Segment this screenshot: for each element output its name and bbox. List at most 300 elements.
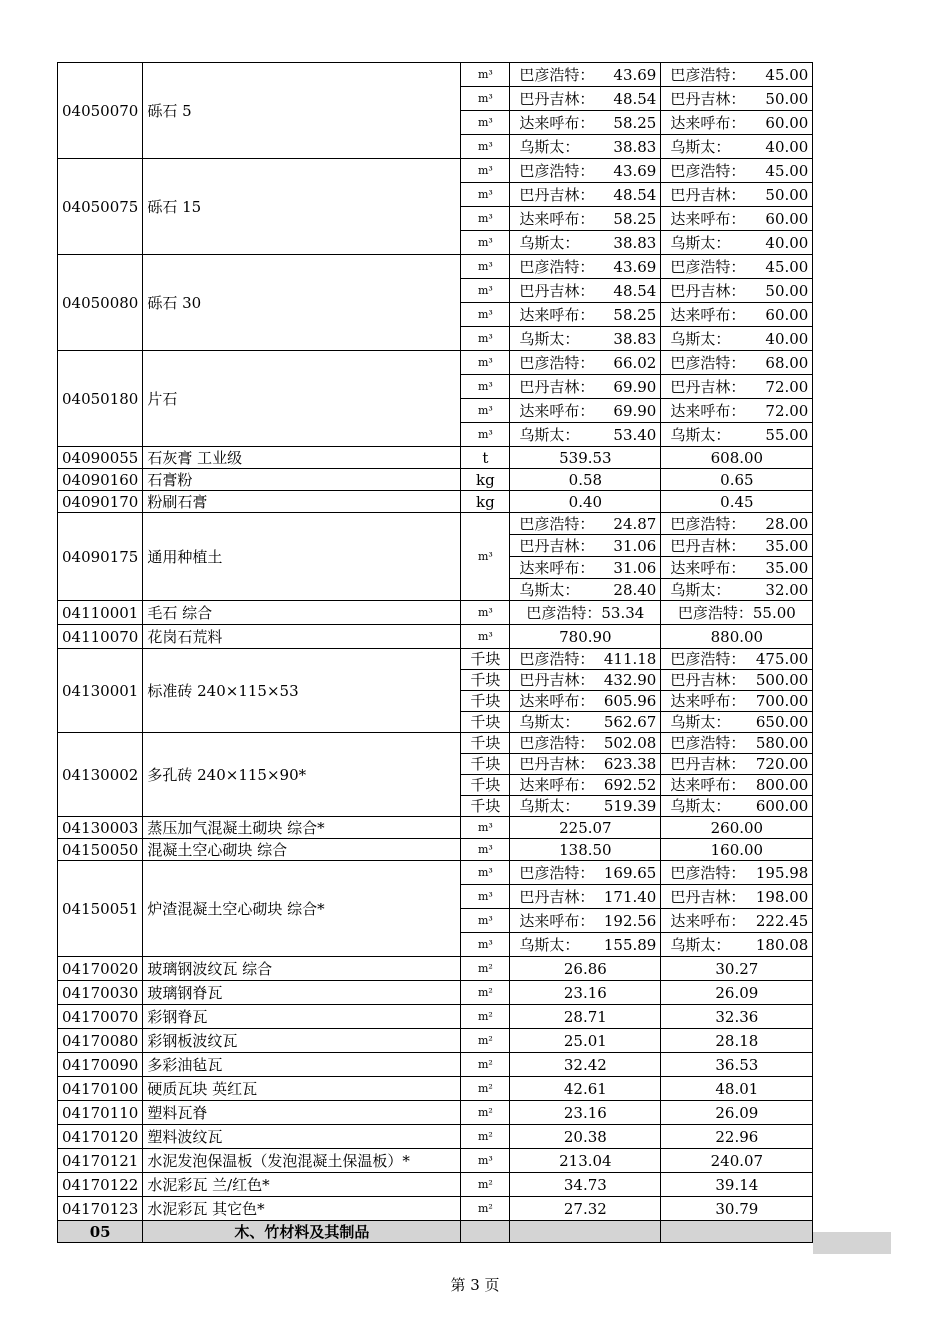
category-code: 05 <box>58 1221 143 1243</box>
price-tax-incl <box>510 327 661 351</box>
price-tax-incl <box>510 796 661 817</box>
item-unit: 千块 <box>461 670 510 691</box>
price-tax-incl: 0.58 <box>510 469 661 491</box>
price-tax-incl <box>510 579 661 601</box>
item-code: 04110001 <box>58 601 143 625</box>
item-name: 通用种植土 <box>143 513 461 601</box>
region-label: 乌斯太： <box>670 425 731 444</box>
region-price: 72.00 <box>765 377 809 396</box>
region-price: 60.00 <box>765 113 809 132</box>
item-code: 04170110 <box>58 1101 143 1125</box>
item-code: 04170080 <box>58 1029 143 1053</box>
table-row <box>58 1173 813 1197</box>
price-tax-excl: 30.79 <box>661 1197 813 1221</box>
region-label: 乌斯太： <box>519 797 580 815</box>
table-row <box>58 601 813 625</box>
table-row <box>58 861 813 885</box>
price-tax-excl <box>661 63 813 87</box>
region-price: 45.00 <box>765 257 809 276</box>
item-code: 04090055 <box>58 447 143 469</box>
table-row <box>58 159 813 183</box>
price-tax-excl <box>661 670 813 691</box>
region-price: 171.40 <box>603 887 657 906</box>
item-name: 硬质瓦块 英红瓦 <box>143 1077 461 1101</box>
region-price: 40.00 <box>765 329 809 348</box>
region-label: 乌斯太： <box>519 137 580 156</box>
region-price: 222.45 <box>755 911 809 930</box>
item-name: 塑料波纹瓦 <box>143 1125 461 1149</box>
item-code: 04130003 <box>58 817 143 839</box>
region-price: 68.00 <box>765 353 809 372</box>
item-code: 04170020 <box>58 957 143 981</box>
item-name: 玻璃钢波纹瓦 综合 <box>143 957 461 981</box>
item-unit: kg <box>461 491 510 513</box>
item-unit: m³ <box>461 63 510 87</box>
item-unit: m³ <box>461 111 510 135</box>
region-label: 巴彦浩特： <box>670 65 746 84</box>
region-label: 达来呼布： <box>519 776 595 794</box>
item-unit: m³ <box>461 839 510 861</box>
item-code: 04170120 <box>58 1125 143 1149</box>
region-price: 58.25 <box>613 305 657 324</box>
item-unit: m³ <box>461 399 510 423</box>
item-name: 彩钢板波纹瓦 <box>143 1029 461 1053</box>
price-tax-incl: 539.53 <box>510 447 661 469</box>
price-tax-excl: 28.18 <box>661 1029 813 1053</box>
region-label: 巴彦浩特： <box>519 161 595 180</box>
price-table <box>57 62 813 1243</box>
price-tax-incl <box>510 87 661 111</box>
item-unit: m² <box>461 1077 510 1101</box>
item-unit: m³ <box>461 159 510 183</box>
price-tax-excl <box>661 231 813 255</box>
region-label: 达来呼布： <box>519 401 595 420</box>
item-unit: m³ <box>461 279 510 303</box>
item-unit: 千块 <box>461 754 510 775</box>
price-tax-excl <box>661 909 813 933</box>
price-tax-excl <box>661 579 813 601</box>
region-price: 43.69 <box>613 65 657 84</box>
item-code: 04050075 <box>58 159 143 255</box>
price-tax-excl <box>661 135 813 159</box>
region-label: 乌斯太： <box>670 329 731 348</box>
region-price: 411.18 <box>603 650 657 668</box>
price-tax-excl: 880.00 <box>661 625 813 649</box>
region-label: 巴丹吉林： <box>670 671 746 689</box>
item-unit: m³ <box>461 183 510 207</box>
price-tax-incl <box>510 885 661 909</box>
price-tax-excl: 0.45 <box>661 491 813 513</box>
region-label: 达来呼布： <box>670 209 746 228</box>
price-tax-excl: 39.14 <box>661 1173 813 1197</box>
price-tax-incl: 23.16 <box>510 981 661 1005</box>
price-tax-incl <box>510 649 661 670</box>
price-tax-excl <box>661 733 813 754</box>
region-price: 155.89 <box>603 935 657 954</box>
region-price: 600.00 <box>755 797 809 815</box>
region-label: 乌斯太： <box>670 713 731 731</box>
price-tax-excl <box>661 351 813 375</box>
price-tax-excl <box>661 111 813 135</box>
region-label: 巴丹吉林： <box>519 281 595 300</box>
table-row <box>58 1053 813 1077</box>
item-unit: m³ <box>461 207 510 231</box>
region-label: 乌斯太： <box>670 935 731 954</box>
region-label: 巴彦浩特： <box>519 353 595 372</box>
region-price: 72.00 <box>765 401 809 420</box>
table-row <box>58 491 813 513</box>
region-label: 巴彦浩特： <box>519 257 595 276</box>
item-name: 花岗石荒料 <box>143 625 461 649</box>
region-price: 38.83 <box>613 329 657 348</box>
region-label: 巴丹吉林： <box>670 536 746 555</box>
price-tax-incl: 27.32 <box>510 1197 661 1221</box>
region-price: 32.00 <box>765 580 809 599</box>
item-name: 水泥彩瓦 兰/红色* <box>143 1173 461 1197</box>
item-name: 砾石 30 <box>143 255 461 351</box>
region-price: 48.54 <box>613 281 657 300</box>
region-label: 巴丹吉林： <box>519 185 595 204</box>
region-label: 乌斯太： <box>670 797 731 815</box>
price-tax-incl <box>510 399 661 423</box>
table-row <box>58 513 813 535</box>
table-row <box>58 469 813 491</box>
region-label: 乌斯太： <box>519 713 580 731</box>
item-unit: m³ <box>461 375 510 399</box>
price-tax-excl <box>661 796 813 817</box>
item-code: 04170030 <box>58 981 143 1005</box>
region-label: 乌斯太： <box>519 935 580 954</box>
price-tax-excl <box>661 557 813 579</box>
price-tax-excl <box>661 423 813 447</box>
item-unit: 千块 <box>461 649 510 670</box>
category-unit <box>461 1221 510 1243</box>
region-price: 69.90 <box>613 401 657 420</box>
region-price: 48.54 <box>613 185 657 204</box>
price-tax-incl <box>510 933 661 957</box>
region-price: 48.54 <box>613 89 657 108</box>
item-code: 04170070 <box>58 1005 143 1029</box>
region-price: 28.40 <box>613 580 657 599</box>
item-name: 水泥彩瓦 其它色* <box>143 1197 461 1221</box>
price-tax-excl <box>661 691 813 712</box>
item-unit: 千块 <box>461 733 510 754</box>
price-tax-incl <box>510 183 661 207</box>
category-row <box>58 1221 813 1243</box>
price-tax-incl: 780.90 <box>510 625 661 649</box>
item-unit: m³ <box>461 817 510 839</box>
item-unit: m³ <box>461 885 510 909</box>
region-label: 巴彦浩特： <box>670 650 746 668</box>
price-tax-excl: 240.07 <box>661 1149 813 1173</box>
price-tax-excl <box>661 327 813 351</box>
region-price: 53.40 <box>613 425 657 444</box>
region-price: 60.00 <box>765 209 809 228</box>
region-price: 43.69 <box>613 257 657 276</box>
item-code: 04110070 <box>58 625 143 649</box>
price-tax-excl <box>661 885 813 909</box>
item-name: 片石 <box>143 351 461 447</box>
region-label: 达来呼布： <box>519 113 595 132</box>
price-tax-excl <box>661 399 813 423</box>
item-unit: m³ <box>461 513 510 601</box>
item-unit: 千块 <box>461 796 510 817</box>
region-label: 达来呼布： <box>519 305 595 324</box>
region-price: 58.25 <box>613 113 657 132</box>
region-price: 800.00 <box>755 776 809 794</box>
region-price: 500.00 <box>755 671 809 689</box>
region-price: 28.00 <box>765 514 809 533</box>
price-tax-incl <box>510 279 661 303</box>
item-name: 蒸压加气混凝土砌块 综合* <box>143 817 461 839</box>
item-code: 04090175 <box>58 513 143 601</box>
region-label: 巴彦浩特： <box>670 514 746 533</box>
region-label: 乌斯太： <box>519 329 580 348</box>
region-label: 巴丹吉林： <box>670 185 746 204</box>
item-unit: m³ <box>461 135 510 159</box>
table-row <box>58 1029 813 1053</box>
price-tax-incl <box>510 754 661 775</box>
price-tax-incl: 26.86 <box>510 957 661 981</box>
price-tax-incl <box>510 255 661 279</box>
price-tax-incl <box>510 775 661 796</box>
table-row <box>58 839 813 861</box>
region-price: 45.00 <box>765 161 809 180</box>
item-name: 混凝土空心砌块 综合 <box>143 839 461 861</box>
region-price: 580.00 <box>755 734 809 752</box>
region-label: 巴丹吉林： <box>670 887 746 906</box>
region-price: 50.00 <box>765 185 809 204</box>
price-tax-excl <box>661 303 813 327</box>
price-tax-excl: 0.65 <box>661 469 813 491</box>
item-unit: m² <box>461 1125 510 1149</box>
region-label: 乌斯太： <box>670 137 731 156</box>
item-unit: m² <box>461 1101 510 1125</box>
price-tax-incl <box>510 513 661 535</box>
category-price-1 <box>510 1221 661 1243</box>
table-row <box>58 1125 813 1149</box>
item-unit: m³ <box>461 423 510 447</box>
item-code: 04130001 <box>58 649 143 733</box>
price-tax-excl: 26.09 <box>661 981 813 1005</box>
item-name: 砾石 15 <box>143 159 461 255</box>
region-label: 巴彦浩特： <box>670 353 746 372</box>
region-price: 50.00 <box>765 89 809 108</box>
region-price: 31.06 <box>613 558 657 577</box>
item-unit: m³ <box>461 933 510 957</box>
region-price: 562.67 <box>603 713 657 731</box>
price-tax-excl: 608.00 <box>661 447 813 469</box>
region-price: 60.00 <box>765 305 809 324</box>
region-price: 475.00 <box>755 650 809 668</box>
price-tax-excl: 32.36 <box>661 1005 813 1029</box>
region-label: 巴丹吉林： <box>519 755 595 773</box>
region-label: 乌斯太： <box>519 233 580 252</box>
price-tax-excl <box>661 255 813 279</box>
price-tax-excl: 26.09 <box>661 1101 813 1125</box>
item-unit: 千块 <box>461 712 510 733</box>
region-label: 巴丹吉林： <box>670 755 746 773</box>
region-price: 502.08 <box>603 734 657 752</box>
item-code: 04050070 <box>58 63 143 159</box>
price-tax-incl <box>510 733 661 754</box>
price-tax-incl: 138.50 <box>510 839 661 861</box>
price-tax-excl: 260.00 <box>661 817 813 839</box>
item-code: 04170122 <box>58 1173 143 1197</box>
price-tax-incl: 25.01 <box>510 1029 661 1053</box>
region-price: 700.00 <box>755 692 809 710</box>
price-tax-excl <box>661 183 813 207</box>
item-name: 砾石 5 <box>143 63 461 159</box>
item-name: 玻璃钢脊瓦 <box>143 981 461 1005</box>
region-label: 巴彦浩特： <box>519 650 595 668</box>
item-unit: m² <box>461 1197 510 1221</box>
table-row <box>58 351 813 375</box>
price-tax-excl: 巴彦浩特：55.00 <box>661 601 813 625</box>
region-label: 乌斯太： <box>670 233 731 252</box>
item-name: 塑料瓦脊 <box>143 1101 461 1125</box>
table-row <box>58 981 813 1005</box>
item-code: 04170090 <box>58 1053 143 1077</box>
price-tax-excl <box>661 375 813 399</box>
price-tax-excl <box>661 207 813 231</box>
region-label: 巴丹吉林： <box>519 377 595 396</box>
price-tax-incl: 213.04 <box>510 1149 661 1173</box>
item-unit: m³ <box>461 909 510 933</box>
price-tax-incl <box>510 691 661 712</box>
item-code: 04050080 <box>58 255 143 351</box>
table-row <box>58 1149 813 1173</box>
region-label: 乌斯太： <box>519 425 580 444</box>
price-tax-excl <box>661 513 813 535</box>
price-tax-incl: 巴彦浩特：53.34 <box>510 601 661 625</box>
item-name: 石灰膏 工业级 <box>143 447 461 469</box>
price-tax-incl: 32.42 <box>510 1053 661 1077</box>
region-label: 巴丹吉林： <box>670 281 746 300</box>
region-label: 巴彦浩特： <box>670 863 746 882</box>
region-price: 35.00 <box>765 558 809 577</box>
item-unit: m³ <box>461 625 510 649</box>
price-tax-incl: 42.61 <box>510 1077 661 1101</box>
item-name: 标准砖 240×115×53 <box>143 649 461 733</box>
price-tax-incl <box>510 670 661 691</box>
price-tax-excl <box>661 933 813 957</box>
region-price: 692.52 <box>603 776 657 794</box>
table-row <box>58 625 813 649</box>
item-code: 04150050 <box>58 839 143 861</box>
item-code: 04050180 <box>58 351 143 447</box>
region-label: 乌斯太： <box>670 580 731 599</box>
region-price: 605.96 <box>603 692 657 710</box>
region-label: 巴彦浩特： <box>519 514 595 533</box>
price-tax-incl <box>510 909 661 933</box>
region-price: 169.65 <box>603 863 657 882</box>
region-label: 达来呼布： <box>519 911 595 930</box>
price-tax-incl: 20.38 <box>510 1125 661 1149</box>
item-unit: 千块 <box>461 691 510 712</box>
price-tax-incl: 28.71 <box>510 1005 661 1029</box>
item-code: 04090160 <box>58 469 143 491</box>
price-tax-incl <box>510 135 661 159</box>
item-unit: m² <box>461 957 510 981</box>
item-name: 毛石 综合 <box>143 601 461 625</box>
item-code: 04150051 <box>58 861 143 957</box>
item-unit: m³ <box>461 601 510 625</box>
region-price: 720.00 <box>755 755 809 773</box>
item-code: 04170123 <box>58 1197 143 1221</box>
table-row <box>58 1101 813 1125</box>
region-label: 达来呼布： <box>670 558 746 577</box>
price-tax-excl <box>661 861 813 885</box>
item-unit: m³ <box>461 861 510 885</box>
region-label: 巴丹吉林： <box>519 536 595 555</box>
item-unit: 千块 <box>461 775 510 796</box>
region-label: 达来呼布： <box>670 911 746 930</box>
price-tax-excl: 36.53 <box>661 1053 813 1077</box>
table-row <box>58 447 813 469</box>
price-tax-incl <box>510 712 661 733</box>
region-price: 195.98 <box>755 863 809 882</box>
category-price-2 <box>661 1221 813 1243</box>
item-unit: m³ <box>461 1149 510 1173</box>
price-tax-incl <box>510 159 661 183</box>
table-row <box>58 1077 813 1101</box>
item-code: 04090170 <box>58 491 143 513</box>
item-unit: m² <box>461 1005 510 1029</box>
region-price: 43.69 <box>613 161 657 180</box>
region-price: 40.00 <box>765 233 809 252</box>
region-label: 达来呼布： <box>519 692 595 710</box>
table-row <box>58 957 813 981</box>
region-label: 巴彦浩特： <box>670 734 746 752</box>
region-price: 66.02 <box>613 353 657 372</box>
region-label: 巴彦浩特： <box>670 161 746 180</box>
table-row <box>58 255 813 279</box>
item-code: 04170121 <box>58 1149 143 1173</box>
region-label: 乌斯太： <box>519 580 580 599</box>
item-unit: m³ <box>461 303 510 327</box>
price-tax-excl <box>661 87 813 111</box>
region-label: 巴彦浩特： <box>519 863 595 882</box>
item-unit: m² <box>461 1029 510 1053</box>
price-tax-excl: 22.96 <box>661 1125 813 1149</box>
region-price: 198.00 <box>755 887 809 906</box>
table-row <box>58 733 813 754</box>
region-label: 巴丹吉林： <box>519 89 595 108</box>
price-tax-incl <box>510 557 661 579</box>
table-row <box>58 1005 813 1029</box>
price-tax-excl: 48.01 <box>661 1077 813 1101</box>
region-price: 38.83 <box>613 137 657 156</box>
item-name: 石膏粉 <box>143 469 461 491</box>
price-tax-incl <box>510 111 661 135</box>
price-tax-excl <box>661 712 813 733</box>
item-unit: m³ <box>461 87 510 111</box>
price-tax-incl: 23.16 <box>510 1101 661 1125</box>
region-price: 35.00 <box>765 536 809 555</box>
region-label: 巴彦浩特： <box>670 257 746 276</box>
price-tax-incl: 225.07 <box>510 817 661 839</box>
item-name: 水泥发泡保温板（发泡混凝土保温板）* <box>143 1149 461 1173</box>
price-tax-incl: 34.73 <box>510 1173 661 1197</box>
region-price: 38.83 <box>613 233 657 252</box>
category-name: 木、竹材料及其制品 <box>143 1221 461 1243</box>
region-price: 50.00 <box>765 281 809 300</box>
region-price: 55.00 <box>765 425 809 444</box>
item-name: 炉渣混凝土空心砌块 综合* <box>143 861 461 957</box>
price-tax-incl <box>510 63 661 87</box>
region-price: 432.90 <box>603 671 657 689</box>
